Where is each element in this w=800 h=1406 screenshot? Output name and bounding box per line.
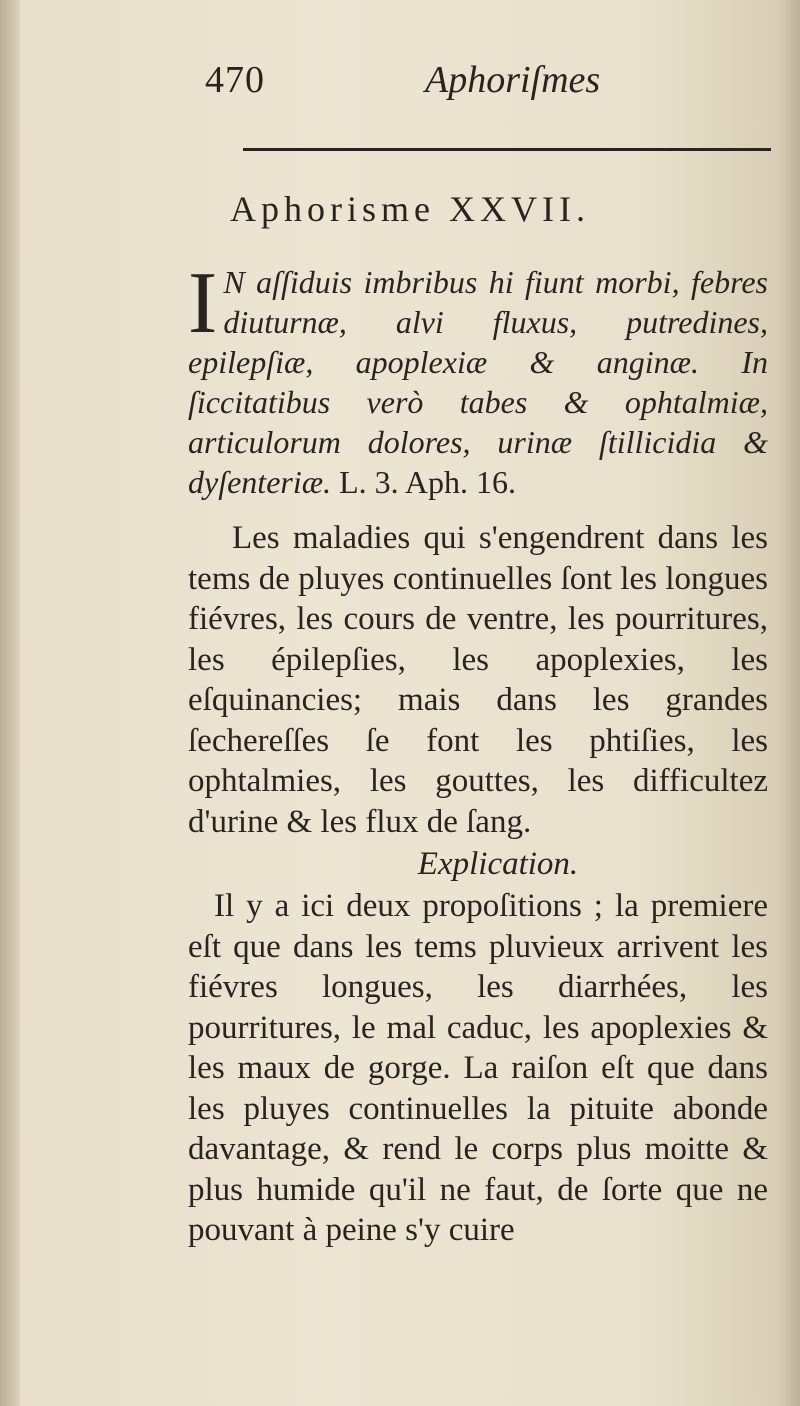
latin-text: N aſſiduis imbribus hi fiunt morbi, febres diuturnæ, alvi fluxus, putredines, epilepſiæ, apoplexiæ & anginæ. In ſiccitatibus verò tabes & ophtalmiæ, articulorum dolores, urinæ ſtillicidia & dyſenteriæ.	[188, 264, 768, 500]
header-rule	[243, 148, 771, 151]
explication-title: Explication.	[417, 846, 579, 882]
french-translation: Les maladies qui s'engendrent dans les tems de pluyes continuelles ſont les longues fiévres, les cours de ventre, les pourritures, les épilepſies, les apoplexies, les eſquinancies; mais dans les grandes ſechereſſes ſe font les phtiſies, les ophtalmies, les gouttes, les difficultez d'urine & les flux de ſang.	[188, 520, 768, 840]
aphorism-heading: Aphorisme XXVII.	[230, 189, 590, 229]
drop-cap: I	[188, 255, 218, 352]
explication-text: Il y a ici deux propoſitions ; la premiere eſt que dans les tems pluvieux arrivent les fiévres longues, les diarrhées, les pourritures, le mal caduc, les apoplexies & les maux de gorge. La raiſon eſt que dans les pluyes continuelles la pituite abonde davantage, & rend le corps plus moitte & plus humide qu'il ne faut, de ſorte que ne pouvant à peine s'y cuire	[188, 888, 768, 1248]
running-title: Aphoriſmes	[425, 59, 601, 101]
running-head	[195, 58, 755, 108]
page-number: 470	[205, 59, 265, 101]
latin-aphorism	[188, 255, 768, 502]
aphorism-reference: L. 3. Aph. 16.	[339, 464, 516, 500]
